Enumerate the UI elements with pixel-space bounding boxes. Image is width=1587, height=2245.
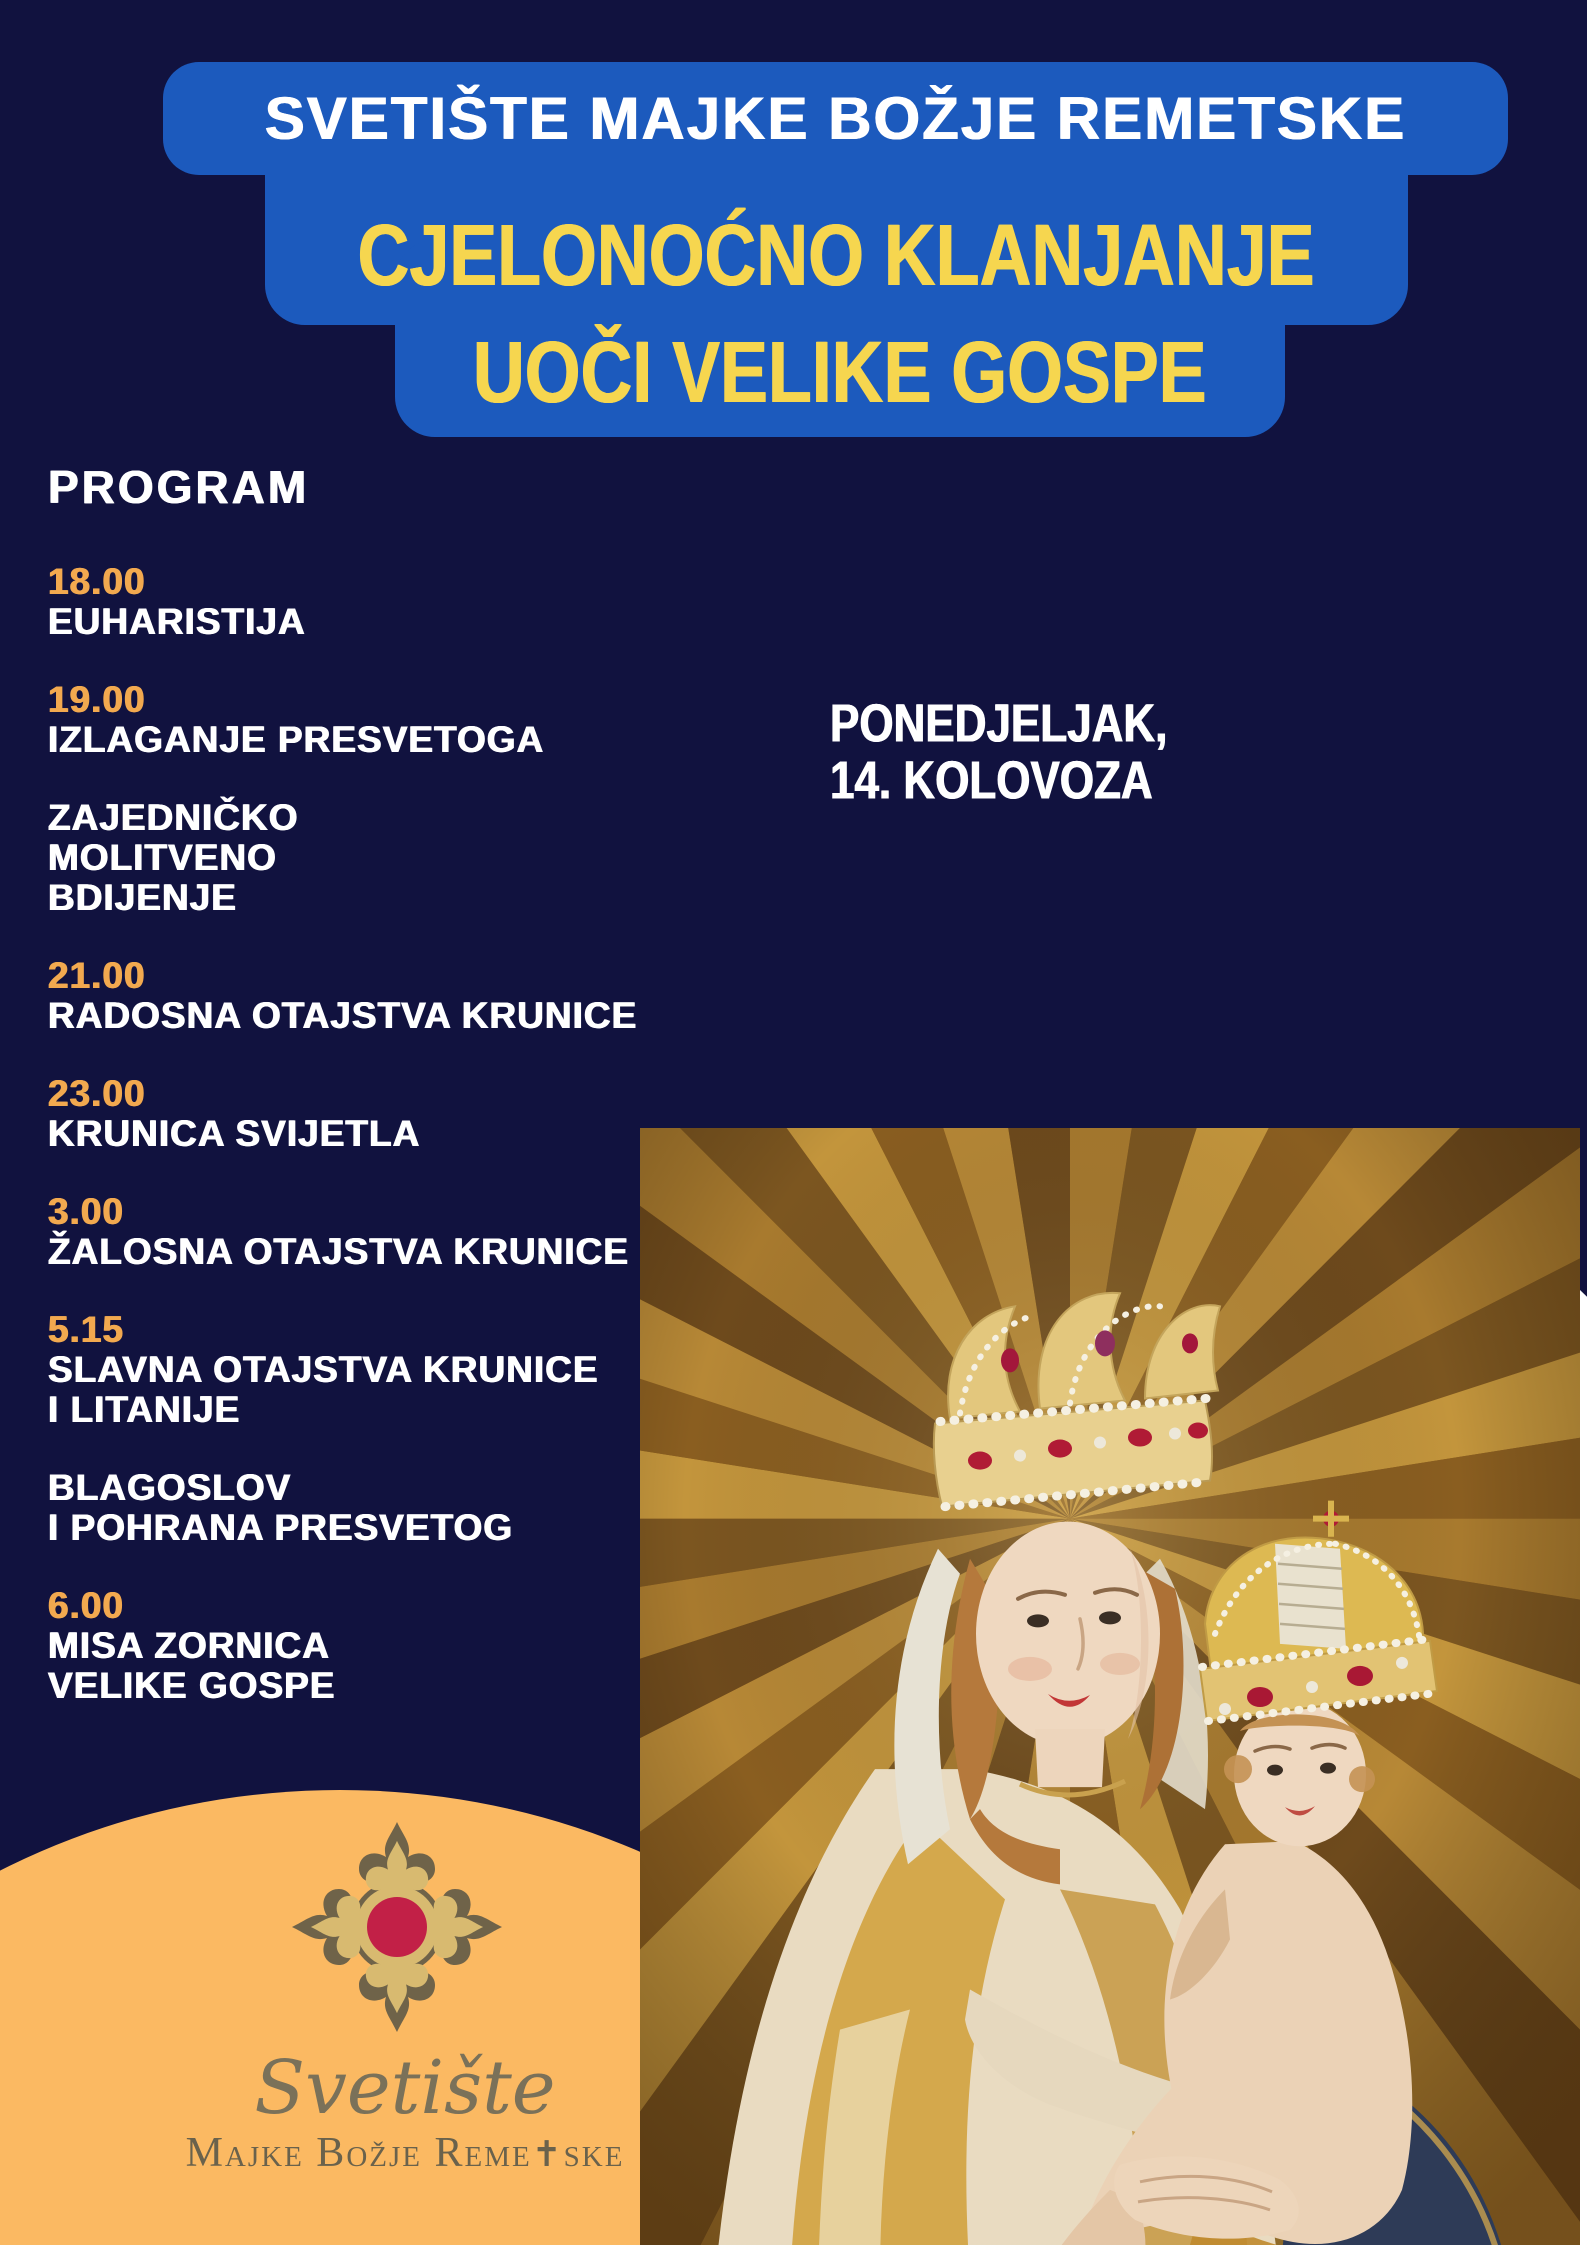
program-item-line: VELIKE GOSPE: [48, 1665, 336, 1706]
logo-name-cross-icon: ✝: [531, 2134, 564, 2174]
program-item-time: 21.00: [48, 955, 146, 996]
logo-script-text: Svetište: [254, 2045, 556, 2131]
program-item: [48, 680, 768, 760]
program-item-time: 23.00: [48, 1073, 146, 1114]
event-date: [830, 692, 1213, 811]
program-item-line: ZAJEDNIČKO: [48, 797, 299, 838]
program-item-time: 3.00: [48, 1191, 125, 1232]
program-item-line: RADOSNA OTAJSTVA KRUNICE: [48, 995, 638, 1036]
logo-name-prefix: Majke Božje Reme: [185, 2130, 532, 2176]
program-item-line: MISA ZORNICA: [48, 1625, 330, 1666]
program-item-line: EUHARISTIJA: [48, 601, 306, 642]
program-item-line: KRUNICA SVIJETLA: [48, 1113, 421, 1154]
logo-name-text: [130, 2130, 680, 2177]
program-item-line: I POHRANA PRESVETOG: [48, 1507, 514, 1548]
program-item-line: MOLITVENO: [48, 837, 277, 878]
subtitle-line-1-text: CJELONOĆNO KLANJANJE: [358, 205, 1315, 305]
logo-name-suffix: ske: [563, 2130, 625, 2176]
program-item-line: IZLAGANJE PRESVETOGA: [48, 719, 545, 760]
page-title: SVETIŠTE MAJKE BOŽJE REMETSKE: [264, 85, 1407, 152]
event-date-day: PONEDJELJAK,: [830, 692, 1168, 754]
subtitle-line-2: [395, 322, 1285, 422]
sanctuary-cross-logo: [287, 1813, 507, 2041]
program-item-time: 5.15: [48, 1309, 125, 1350]
program-item-line: I LITANIJE: [48, 1389, 241, 1430]
madonna-and-child-illustration: [640, 1128, 1580, 2245]
program-item-line: SLAVNA OTAJSTVA KRUNICE: [48, 1349, 599, 1390]
program-heading: PROGRAM: [48, 461, 310, 513]
program-item: [48, 956, 768, 1036]
program-item-line: BDIJENJE: [48, 877, 237, 918]
program-item-time: 19.00: [48, 679, 146, 720]
subtitle-line-1: [265, 205, 1408, 305]
program-item: [48, 798, 768, 918]
madonna-photo-oval: [640, 1128, 1580, 2245]
madonna-crown: [934, 1293, 1220, 1507]
program-item: [48, 562, 768, 642]
subtitle-line-2-text: UOČI VELIKE GOSPE: [473, 322, 1207, 422]
program-item-time: 18.00: [48, 561, 146, 602]
program-item-time: 6.00: [48, 1585, 125, 1626]
event-date-date: 14. KOLOVOZA: [830, 749, 1153, 811]
program-item-line: ŽALOSNA OTAJSTVA KRUNICE: [48, 1231, 630, 1272]
program-item-line: BLAGOSLOV: [48, 1467, 292, 1508]
